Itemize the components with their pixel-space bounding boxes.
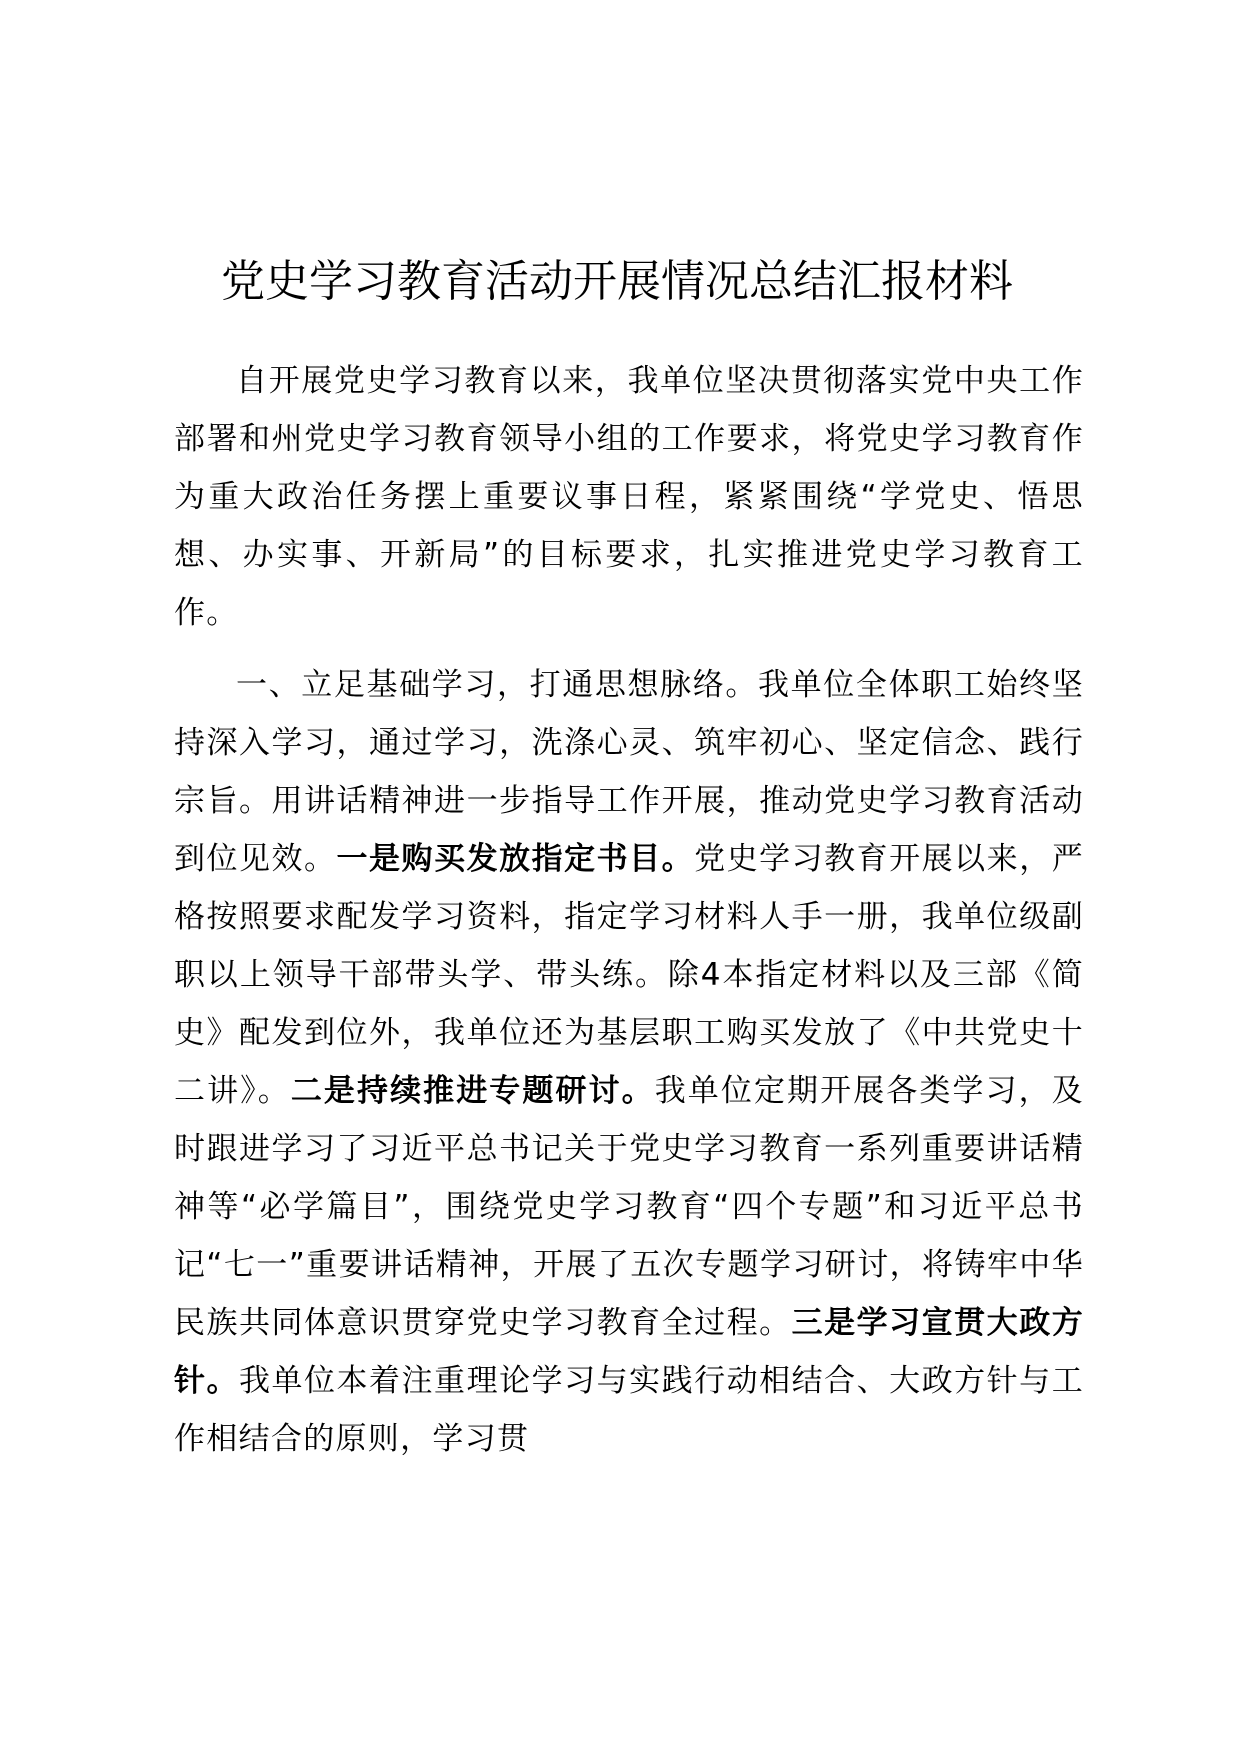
section-1-text-d: 我单位本着注重理论学习与实践行动相结合、大政方针与工作相结合的原则，学习贯	[174, 1363, 1084, 1457]
section-1-point-1-heading: 一是购买发放指定书目。	[336, 841, 695, 877]
section-1-text-c: 我单位定期开展各类学习，及时跟进学习了习近平总书记关于党史学习教育一系列重要讲话精神等“必学篇目”，围绕党史学习教育“四个专题”和习近平总书记“七一”重要讲话精神，开展了五次专题学习研讨，将铸牢中华民族共同体意识贯穿党史学习教育全过程。	[174, 1073, 1084, 1341]
document-body	[174, 352, 1084, 1468]
section-1-point-2-heading: 二是持续推进专题研讨。	[290, 1073, 655, 1109]
document-title: 党史学习教育活动开展情况总结汇报材料	[221, 256, 1013, 307]
section-1-text-a: 一、立足基础学习，打通思想脉络。我单位全体职工始终坚持深入学习，通过学习，洗涤心灵、筑牢初心、坚定信念、践行宗旨。用讲话精神进一步指导工作开展，推动党史学习教育活动到位见效。	[174, 667, 1084, 877]
paragraph-section-1	[174, 656, 1084, 1468]
section-1-point-3-heading: 三是学习宣贯大政方针。	[174, 1305, 1084, 1399]
section-1-text-b: 党史学习教育开展以来，严格按照要求配发学习资料，指定学习材料人手一册，我单位级副职以上领导干部带头学、带头练。除4本指定材料以及三部《简史》配发到位外，我单位还为基层职工购买发放了《中共党史十二讲》。	[174, 841, 1084, 1109]
paragraph-intro: 自开展党史学习教育以来，我单位坚决贯彻落实党中央工作部署和州党史学习教育领导小组的工作要求，将党史学习教育作为重大政治任务摆上重要议事日程，紧紧围绕“学党史、悟思想、办实事、开新局”的目标要求，扎实推进党史学习教育工作。	[174, 363, 1084, 631]
